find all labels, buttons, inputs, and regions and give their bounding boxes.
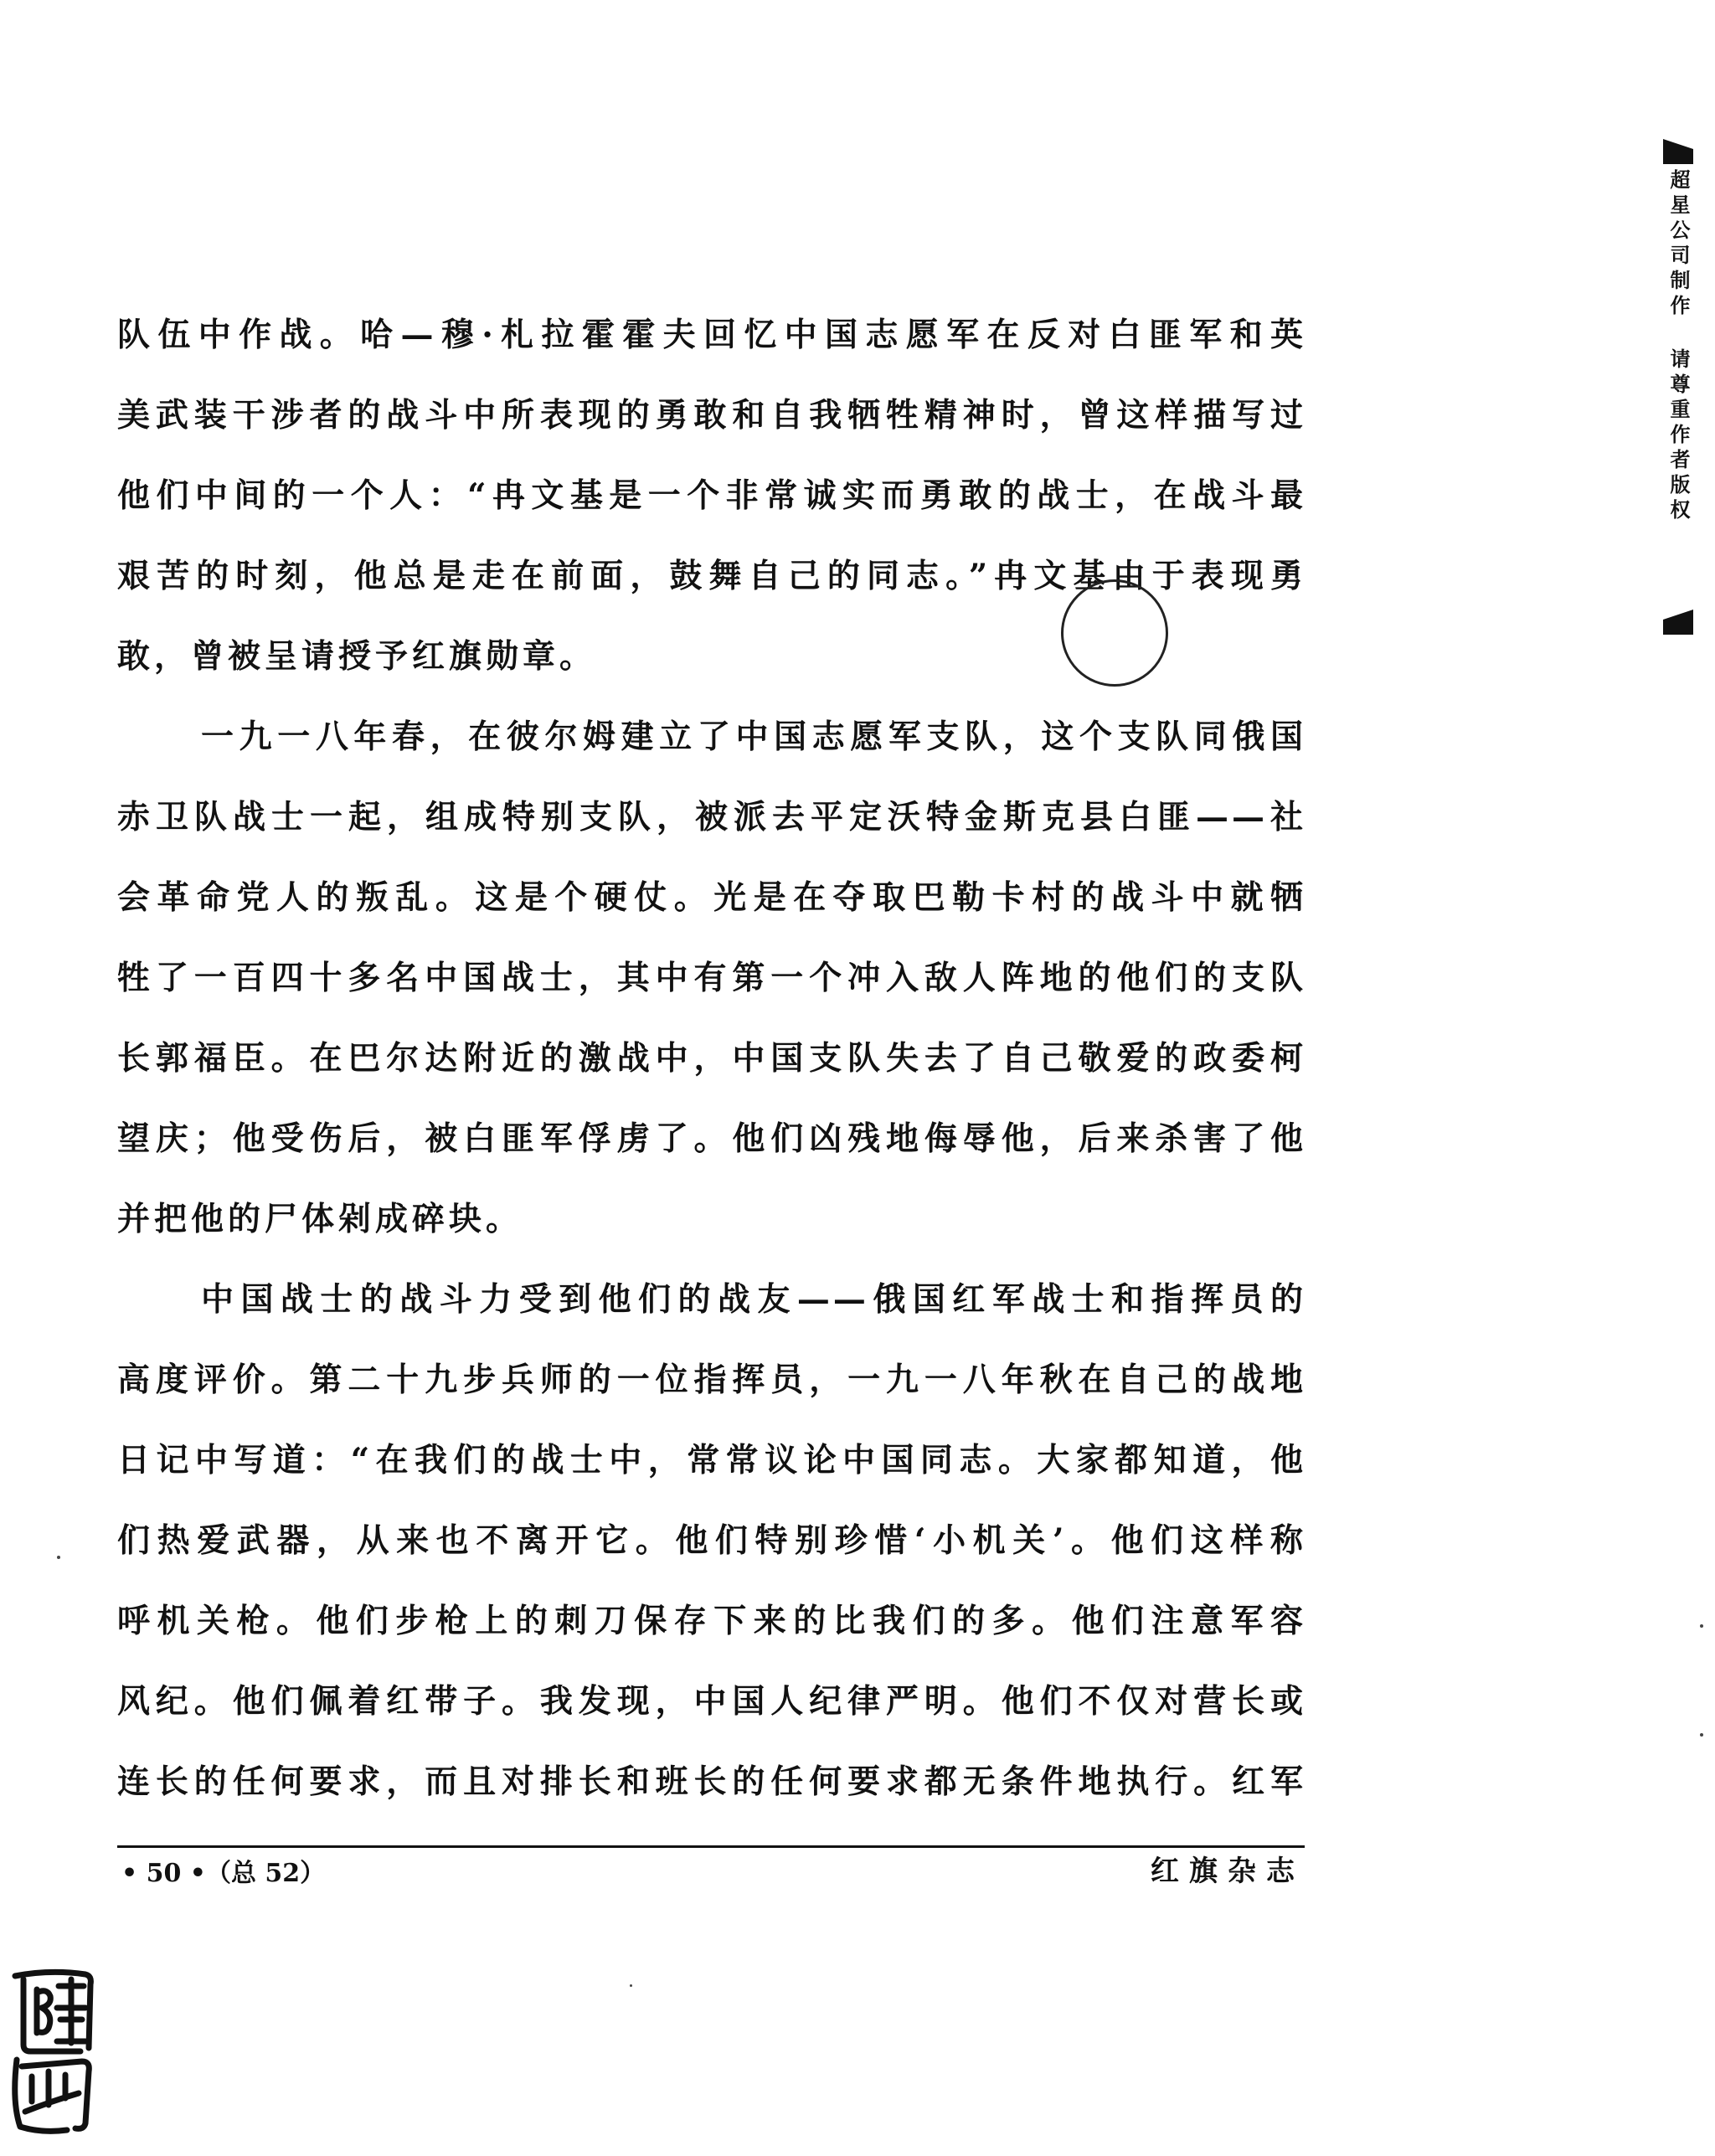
scan-speck (1700, 1733, 1703, 1737)
seal-stamp (8, 1968, 96, 2135)
text-line: 并把他的尸体剁成碎块。 (117, 1200, 523, 1238)
page-number: • 50 •（总 52） (121, 1859, 326, 1888)
body-text (117, 295, 1306, 1822)
footer-divider (117, 1845, 1305, 1848)
text-line: 敢，曾被呈请授予红旗勋章。 (117, 637, 597, 676)
text-line: 连长的任何要求，而且对排长和班长的任何要求都无条件地执行。红军 (117, 1762, 1306, 1801)
text-line: 日记中写道：“在我们的战士中，常常议论中国同志。大家都知道，他 (117, 1441, 1306, 1479)
paragraph-start-line: 中国战士的战斗力受到他们的战友——俄国红军战士和指挥员的 (201, 1280, 1306, 1319)
text-line: 风纪。他们佩着红带子。我发现，中国人纪律严明。他们不仅对营长或 (117, 1682, 1306, 1721)
text-line: 牲了一百四十多名中国战士，其中有第一个冲入敌人阵地的他们的支队 (117, 959, 1306, 997)
text-line: 高度评价。第二十九步兵师的一位指挥员，一九一八年秋在自己的战地 (117, 1361, 1306, 1399)
text-line: 呼机关枪。他们步枪上的刺刀保存下来的比我们的多。他们注意军容 (117, 1602, 1306, 1640)
journal-name: 红旗杂志 (1151, 1855, 1305, 1888)
text-line: 艰苦的时刻，他总是走在前面，鼓舞自己的同志。”冉文基由于表现勇 (117, 557, 1306, 595)
watermark-text: 超星公司制作 请尊重作者版权 (1666, 169, 1690, 524)
text-line: 赤卫队战士一起，组成特别支队，被派去平定沃特金斯克县白匪——社 (117, 798, 1306, 836)
text-line: 他们中间的一个人：“冉文基是一个非常诚实而勇敢的战士，在战斗最 (117, 476, 1306, 515)
paragraph-start-line: 一九一八年春，在彼尔姆建立了中国志愿军支队，这个支队同俄国 (201, 718, 1306, 756)
text-line: 队伍中作战。哈—穆·札拉霍霍夫回忆中国志愿军在反对白匪军和英 (117, 316, 1306, 354)
text-line: 望庆；他受伤后，被白匪军俘虏了。他们凶残地侮辱他，后来杀害了他 (117, 1119, 1306, 1158)
watermark-bar-bottom (1663, 610, 1693, 635)
text-line: 们热爱武器，从来也不离开它。他们特别珍惜‘小机关’。他们这样称 (117, 1521, 1306, 1560)
scan-speck (630, 1984, 632, 1987)
side-watermark (1663, 139, 1697, 635)
circle-mark (1061, 579, 1168, 687)
scan-speck (1700, 1624, 1703, 1628)
text-line: 会革命党人的叛乱。这是个硬仗。光是在夺取巴勒卡村的战斗中就牺 (117, 878, 1306, 917)
watermark-bar-top (1663, 139, 1693, 164)
scan-speck (57, 1556, 60, 1559)
text-line: 美武装干涉者的战斗中所表现的勇敢和自我牺牲精神时，曾这样描写过 (117, 396, 1306, 435)
text-line: 长郭福臣。在巴尔达附近的激战中，中国支队失去了自己敬爱的政委柯 (117, 1039, 1306, 1078)
